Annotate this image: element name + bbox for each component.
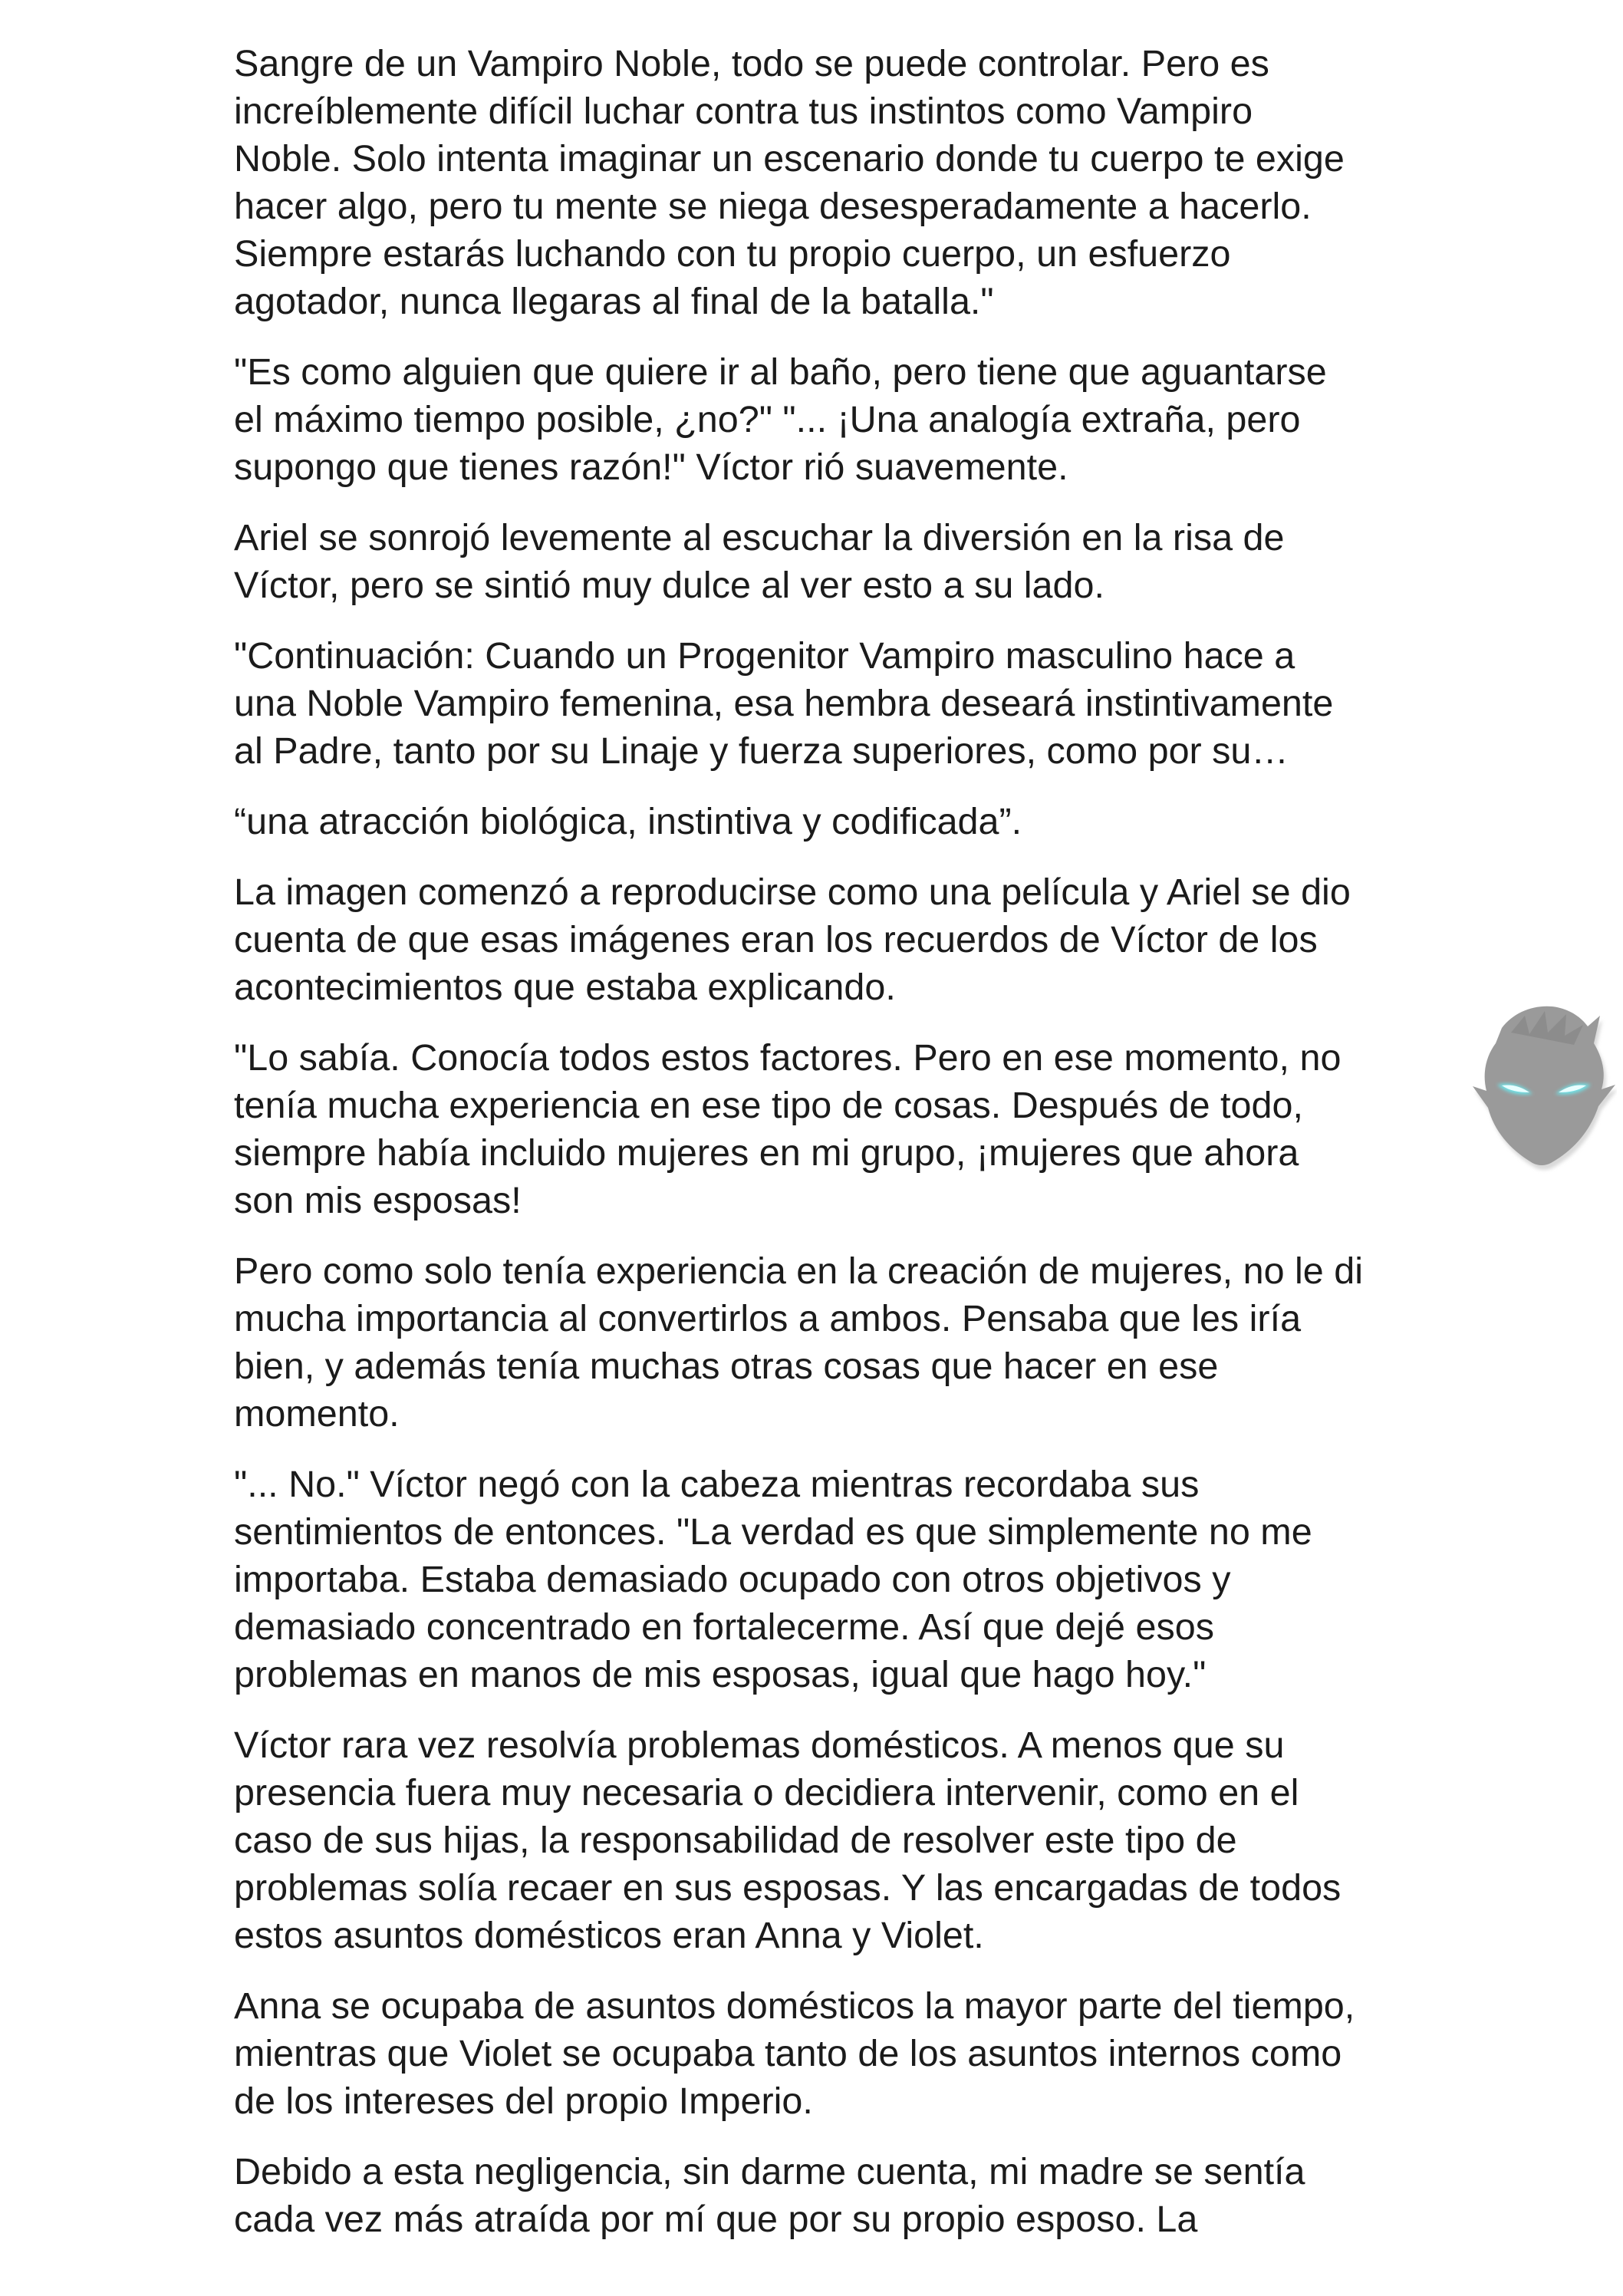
paragraph: Debido a esta negligencia, sin darme cuenta, mi madre se sentía cada vez más atraída por mí que por su propio esposo. La xyxy=(234,2151,1305,2240)
demon-head-icon xyxy=(1471,999,1617,1175)
paragraph: "Lo sabía. Conocía todos estos factores. Pero en ese momento, no tenía mucha experiencia en ese tipo de cosas. Después de todo, siempre había incluido mujeres en mi grupo, ¡mujeres que ahora son mis esposas! xyxy=(234,1037,1342,1221)
document-body xyxy=(234,40,1430,2266)
paragraph: “una atracción biológica, instintiva y codificada”. xyxy=(234,801,1022,842)
paragraph: Sangre de un Vampiro Noble, todo se puede controlar. Pero es increíblemente difícil luchar contra tus instintos como Vampiro Noble. Solo intenta imaginar un escenario donde tu cuerpo te exige hacer algo, pero tu mente se niega desesperadamente a hacerlo. Siempre estarás luchando con tu propio cuerpo, un esfuerzo agotador, nunca llegaras al final de la batalla." xyxy=(234,43,1345,322)
paragraph: "Es como alguien que quiere ir al baño, pero tiene que aguantarse el máximo tiempo posible, ¿no?" "... ¡Una analogía extraña, pero supongo que tienes razón!" Víctor rió suavemente. xyxy=(234,351,1327,488)
paragraph: Ariel se sonrojó levemente al escuchar la diversión en la risa de Víctor, pero se sintió muy dulce al ver esto a su lado. xyxy=(234,517,1285,606)
paragraph: Anna se ocupaba de asuntos domésticos la mayor parte del tiempo, mientras que Violet se ocupaba tanto de los asuntos internos como de los intereses del propio Imperio. xyxy=(234,1985,1355,2122)
paragraph: La imagen comenzó a reproducirse como una película y Ariel se dio cuenta de que esas imágenes eran los recuerdos de Víctor de los acontecimientos que estaba explicando. xyxy=(234,871,1351,1008)
paragraph: "Continuación: Cuando un Progenitor Vampiro masculino hace a una Noble Vampiro femenina, esa hembra deseará instintivamente al Padre, tanto por su Linaje y fuerza superiores, como por su… xyxy=(234,635,1334,772)
paragraph: "... No." Víctor negó con la cabeza mientras recordaba sus sentimientos de entonces. "La verdad es que simplemente no me importaba. Estaba demasiado ocupado con otros objetivos y demasiado concentrado en fortalecerme. Así que dejé esos problemas en manos de mis esposas, igual que hago hoy." xyxy=(234,1464,1312,1695)
paragraph: Víctor rara vez resolvía problemas domésticos. A menos que su presencia fuera muy necesaria o decidiera intervenir, como en el caso de sus hijas, la responsabilidad de resolver este tipo de problemas solía recaer en sus esposas. Y las encargadas de todos estos asuntos domésticos eran Anna y Violet. xyxy=(234,1724,1342,1956)
paragraph: Pero como solo tenía experiencia en la creación de mujeres, no le di mucha importancia al convertirlos a ambos. Pensaba que les iría bien, y además tenía muchas otras cosas que hacer en ese momento. xyxy=(234,1250,1364,1435)
